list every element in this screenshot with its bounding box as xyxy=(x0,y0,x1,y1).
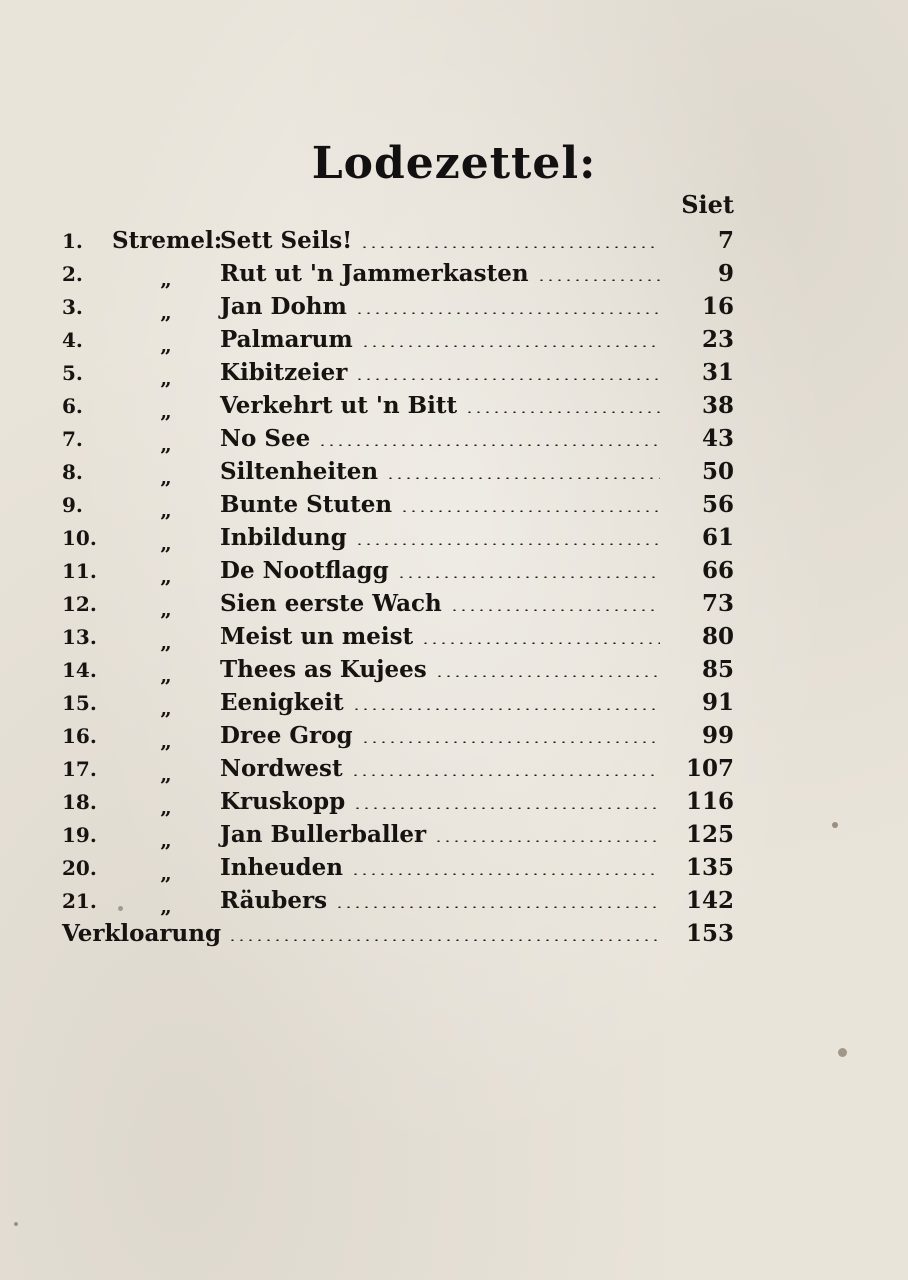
entry-page: 16 xyxy=(701,293,734,320)
toc-row xyxy=(62,818,734,851)
entry-title: Rut ut 'n Jammerkasten xyxy=(220,260,529,287)
entry-number: 10. xyxy=(62,525,97,550)
toc-row-final xyxy=(62,917,734,950)
toc-row xyxy=(62,422,734,455)
entry-page: 142 xyxy=(685,887,734,914)
ditto-mark: „ xyxy=(160,893,172,918)
dot-leader xyxy=(537,279,660,281)
entry-number: 15. xyxy=(62,690,97,715)
toc-row xyxy=(62,851,734,884)
entry-page: 80 xyxy=(701,623,734,650)
entry-page: 135 xyxy=(685,854,734,881)
entry-page: 9 xyxy=(717,260,734,287)
entry-title: Jan Bullerballer xyxy=(220,821,427,848)
dot-leader xyxy=(400,510,660,512)
entry-number: 11. xyxy=(62,558,97,583)
entry-page: 116 xyxy=(685,788,734,815)
dot-leader xyxy=(434,840,660,842)
ditto-mark: „ xyxy=(160,431,172,456)
entry-title: Sett Seils! xyxy=(220,227,353,254)
entry-number: 6. xyxy=(62,393,83,418)
entry-page: 91 xyxy=(701,689,734,716)
entry-title: Nordwest xyxy=(220,755,343,782)
dot-leader xyxy=(352,708,660,710)
dot-leader xyxy=(421,642,660,644)
story-prefix: Stremel: xyxy=(112,227,223,254)
dot-leader xyxy=(450,609,660,611)
toc-row xyxy=(62,356,734,389)
entry-title: Kruskopp xyxy=(220,788,346,815)
toc-row xyxy=(62,752,734,785)
entry-page: 85 xyxy=(701,656,734,683)
toc-row xyxy=(62,455,734,488)
dot-leader xyxy=(361,345,660,347)
entry-title: Verkehrt ut 'n Bitt xyxy=(220,392,458,419)
ditto-mark: „ xyxy=(160,464,172,489)
toc-row xyxy=(62,488,734,521)
entry-title: Siltenheiten xyxy=(220,458,379,485)
toc-row xyxy=(62,290,734,323)
dot-leader xyxy=(353,807,660,809)
entry-number: 19. xyxy=(62,822,97,847)
dot-leader xyxy=(397,576,660,578)
entry-number: 21. xyxy=(62,888,97,913)
ditto-mark: „ xyxy=(160,761,172,786)
ditto-mark: „ xyxy=(160,332,172,357)
dot-leader xyxy=(351,873,660,875)
entry-number: 9. xyxy=(62,492,83,517)
entry-title: Inbildung xyxy=(220,524,347,551)
toc-row xyxy=(62,587,734,620)
dot-leader xyxy=(335,906,660,908)
entry-number: 13. xyxy=(62,624,97,649)
dot-leader xyxy=(355,312,660,314)
ditto-mark: „ xyxy=(160,827,172,852)
toc-row xyxy=(62,719,734,752)
toc-row xyxy=(62,785,734,818)
entry-number: 17. xyxy=(62,756,97,781)
dot-leader xyxy=(355,543,660,545)
entry-title: Bunte Stuten xyxy=(220,491,393,518)
toc-row xyxy=(62,554,734,587)
ditto-mark: „ xyxy=(160,563,172,588)
toc-row xyxy=(62,653,734,686)
ditto-mark: „ xyxy=(160,266,172,291)
dot-leader xyxy=(318,444,660,446)
entry-number: 14. xyxy=(62,657,97,682)
toc-row xyxy=(62,686,734,719)
dot-leader xyxy=(435,675,660,677)
entry-number: 20. xyxy=(62,855,97,880)
dot-leader xyxy=(465,411,660,413)
toc-row xyxy=(62,389,734,422)
toc-row xyxy=(62,323,734,356)
dot-leader xyxy=(361,741,660,743)
entry-page: 73 xyxy=(701,590,734,617)
entry-title: Räubers xyxy=(220,887,328,914)
entry-page: 38 xyxy=(701,392,734,419)
entry-title: Meist un meist xyxy=(220,623,414,650)
entry-title: No See xyxy=(220,425,311,452)
paper-spot xyxy=(838,1048,847,1057)
ditto-mark: „ xyxy=(160,497,172,522)
entry-title: Dree Grog xyxy=(220,722,353,749)
entry-number: 1. xyxy=(62,228,83,253)
entry-title: Jan Dohm xyxy=(220,293,347,320)
entry-number: 3. xyxy=(62,294,83,319)
ditto-mark: „ xyxy=(160,728,172,753)
entry-number: 12. xyxy=(62,591,97,616)
dot-leader xyxy=(351,774,660,776)
ditto-mark: „ xyxy=(160,695,172,720)
entry-title: Kibitzeier xyxy=(220,359,348,386)
dot-leader xyxy=(360,246,660,248)
entry-title: Palmarum xyxy=(220,326,353,353)
entry-title: Verkloarung xyxy=(62,920,222,947)
entry-number: 2. xyxy=(62,261,83,286)
entry-page: 7 xyxy=(717,227,734,254)
toc-row xyxy=(62,257,734,290)
entry-title: De Nootflagg xyxy=(220,557,389,584)
ditto-mark: „ xyxy=(160,860,172,885)
toc-row xyxy=(62,224,734,257)
entry-number: 18. xyxy=(62,789,97,814)
toc-row xyxy=(62,521,734,554)
entry-page: 23 xyxy=(701,326,734,353)
toc-row xyxy=(62,620,734,653)
ditto-mark: „ xyxy=(160,365,172,390)
ditto-mark: „ xyxy=(160,629,172,654)
entry-page: 56 xyxy=(701,491,734,518)
entry-number: 4. xyxy=(62,327,83,352)
paper-spot xyxy=(14,1222,18,1226)
entry-page: 43 xyxy=(701,425,734,452)
entry-page: 99 xyxy=(701,722,734,749)
entry-page: 125 xyxy=(685,821,734,848)
entry-page: 50 xyxy=(701,458,734,485)
entry-title: Thees as Kujees xyxy=(220,656,427,683)
entry-title: Eenigkeit xyxy=(220,689,344,716)
entry-page: 107 xyxy=(685,755,734,782)
ditto-mark: „ xyxy=(160,794,172,819)
entry-number: 5. xyxy=(62,360,83,385)
entry-page: 61 xyxy=(701,524,734,551)
entry-page: 31 xyxy=(701,359,734,386)
dot-leader xyxy=(228,939,660,941)
dot-leader xyxy=(386,477,660,479)
entry-title: Inheuden xyxy=(220,854,343,881)
ditto-mark: „ xyxy=(160,398,172,423)
entry-page: 66 xyxy=(701,557,734,584)
table-of-contents xyxy=(62,224,734,950)
ditto-mark: „ xyxy=(160,596,172,621)
entry-number: 16. xyxy=(62,723,97,748)
paper-spot xyxy=(118,906,123,911)
ditto-mark: „ xyxy=(160,530,172,555)
ditto-mark: „ xyxy=(160,299,172,324)
ditto-mark: „ xyxy=(160,662,172,687)
entry-title: Sien eerste Wach xyxy=(220,590,442,617)
entry-page: 153 xyxy=(685,920,734,947)
page-title: Lodezettel: xyxy=(311,138,597,189)
entry-number: 7. xyxy=(62,426,83,451)
toc-row xyxy=(62,884,734,917)
dot-leader xyxy=(355,378,660,380)
page-column-header: Siet xyxy=(681,190,734,219)
paper-spot xyxy=(832,822,838,828)
entry-number: 8. xyxy=(62,459,83,484)
